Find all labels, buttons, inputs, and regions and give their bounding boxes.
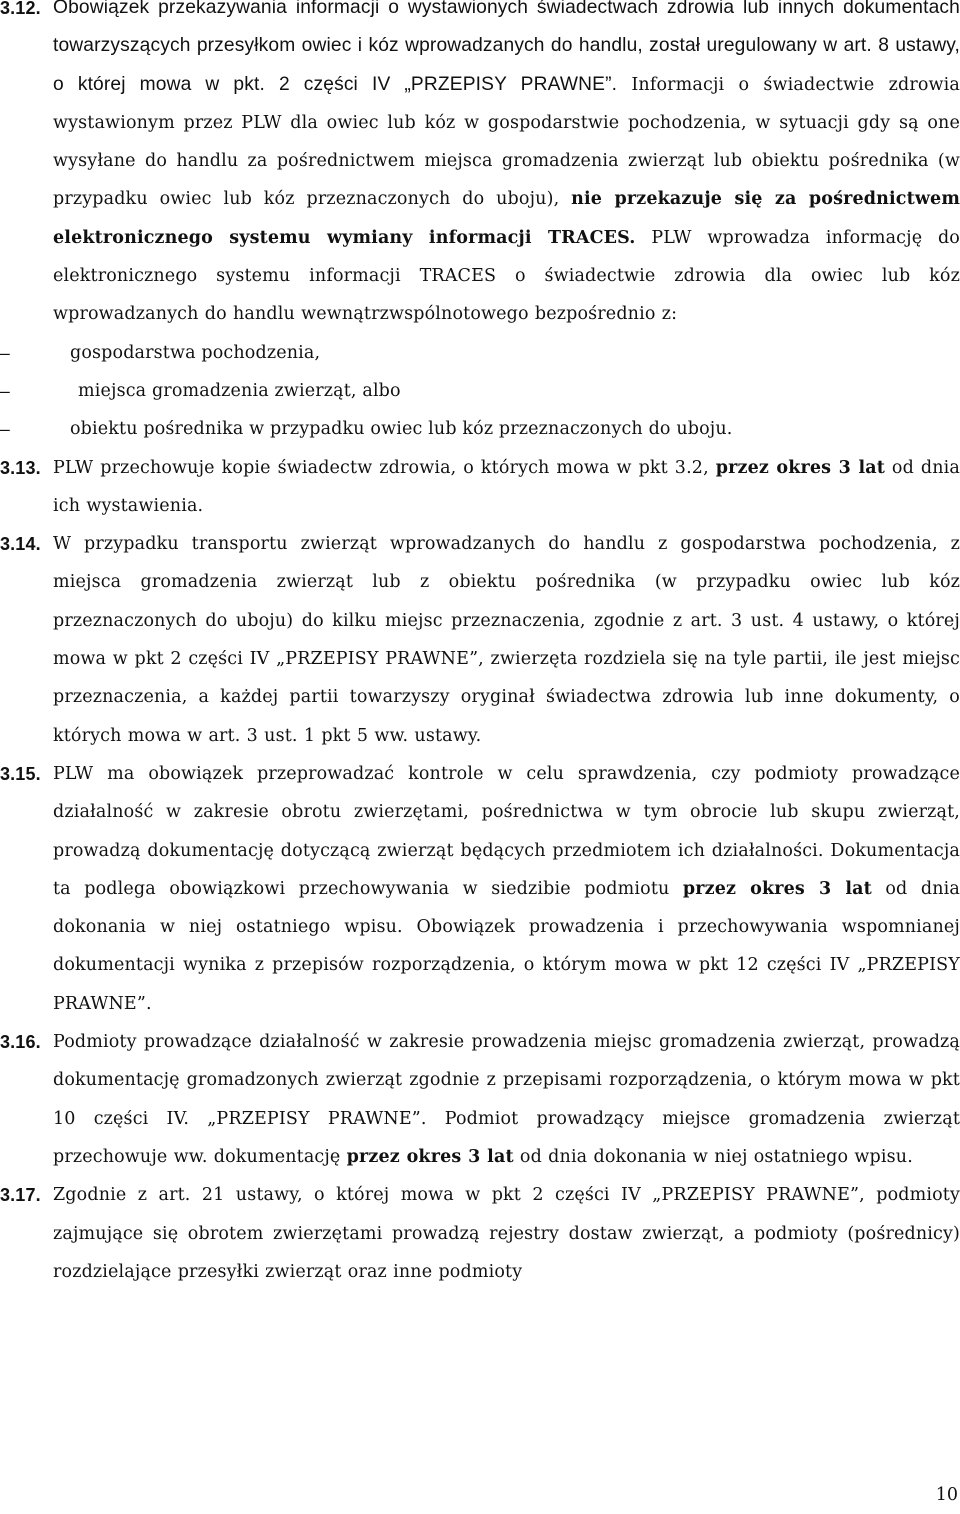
section-text: Podmioty prowadzące działalność w zakresie prowadzenia miejsc gromadzenia zwierząt, prowadzą dokumentację gromadzonych zwierząt zgodnie z przepisami rozporządzenia, o którym mowa w pkt 10 części IV. „PRZEPISY PRAWNE”. Podmiot prowadzący miejsce gromadzenia zwierząt przechowuje ww. dokumentację [53, 1032, 960, 1167]
section-number: 3.17. [0, 1185, 41, 1206]
section-number: 3.14. [0, 534, 41, 555]
section-number: 3.15. [0, 763, 41, 784]
list-item: – obiektu pośrednika w przypadku owiec lub kóz przeznaczonych do uboju. [0, 410, 960, 448]
section-text: od dnia dokonania w niej ostatniego wpisu. [513, 1146, 913, 1167]
dash-bullet: – [0, 380, 10, 401]
section-number: 3.16. [0, 1032, 41, 1053]
section-text-bold: przez okres 3 lat [682, 878, 872, 899]
section-text: W przypadku transportu zwierząt wprowadzanych do handlu z gospodarstwa pochodzenia, z miejsca gromadzenia zwierząt lub z obiektu pośrednika (w przypadku owiec lub kóz przeznaczonych do uboju) do kilku miejsc przeznaczenia, zgodnie z art. 3 ust. 4 ustawy, o której mowa w pkt 2 części IV „PRZEPISY PRAWNE”, zwierzęta rozdziela się na tyle partii, ile jest miejsc przeznaczenia, a każdej partii towarzyszy oryginał świadectwa zdrowia lub inne dokumenty, o których mowa w art. 3 ust. 1 pkt 5 ww. ustawy. [53, 534, 960, 746]
section-text-intro: Obowiązek przekazywania informacji o wystawionych świadectwach zdrowia lub innych dokumentach towarzyszących przesyłkom owiec i kóz wprowadzanych do handlu, został uregulowany w art. 8 ustawy, o której mowa w pkt. 2 części IV „PRZEPISY PRAWNE”. [53, 0, 960, 95]
section-3-15 [0, 755, 960, 1023]
page-number: 10 [935, 1485, 958, 1505]
section-text: PLW wprowadza informację do elektronicznego systemu informacji TRACES o świadectwie zdrowia dla owiec lub kóz wprowadzanych do handlu wewnątrzwspólnotowego bezpośrednio z: [53, 227, 960, 325]
section-3-12 [0, 0, 960, 334]
list-item: – miejsca gromadzenia zwierząt, albo [0, 372, 960, 410]
section-text-bold: przez okres 3 lat [346, 1146, 514, 1167]
dash-bullet: – [0, 419, 10, 440]
section-text: Zgodnie z art. 21 ustawy, o której mowa w pkt 2 części IV „PRZEPISY PRAWNE”, podmioty zajmujące się obrotem zwierzętami prowadzą rejestry dostaw zwierząt, a podmioty (pośrednicy) rozdzielające przesyłki zwierząt oraz inne podmioty [53, 1185, 960, 1282]
section-text-bold: przez okres 3 lat [715, 457, 885, 478]
section-text-bold: nie przekazuje się za pośrednictwem elektronicznego systemu wymiany informacji TRACES. [53, 189, 960, 248]
section-text: od dnia dokonania w niej ostatniego wpisu. Obowiązek prowadzenia i przechowywania wspomnianej dokumentacji wynika z przepisów rozporządzenia, o którym mowa w pkt 12 części IV „PRZEPISY PRAWNE”. [53, 878, 960, 1014]
section-number: 3.13. [0, 457, 41, 478]
section-text: PLW ma obowiązek przeprowadzać kontrole w celu sprawdzenia, czy podmioty prowadzące działalność w zakresie obrotu zwierzętami, pośrednictwa w tym obrocie lub skupu zwierząt, prowadzą dokumentację dotyczącą zwierząt będących przedmiotem ich działalności. Dokumentacja ta podlega obowiązkowi przechowywania w siedzibie podmiotu [53, 763, 960, 899]
section-3-14 [0, 525, 960, 755]
dash-bullet: – [0, 342, 10, 363]
section-3-16 [0, 1023, 960, 1176]
section-number: 3.12. [0, 0, 41, 18]
list-item: – gospodarstwa pochodzenia, [0, 334, 960, 372]
section-text: PLW przechowuje kopie świadectw zdrowia, o których mowa w pkt 3.2, [53, 457, 716, 478]
section-3-13 [0, 449, 960, 526]
section-text: Informacji o świadectwie zdrowia wystawionym przez PLW dla owiec lub kóz w gospodarstwie pochodzenia, w sytuacji gdy są one wysyłane do handlu za pośrednictwem miejsca gromadzenia zwierząt lub obiektu pośrednika (w przypadku owiec lub kóz przeznaczonych do uboju), [53, 74, 960, 210]
section-3-17 [0, 1176, 960, 1291]
section-text: od dnia ich wystawienia. [53, 457, 960, 516]
